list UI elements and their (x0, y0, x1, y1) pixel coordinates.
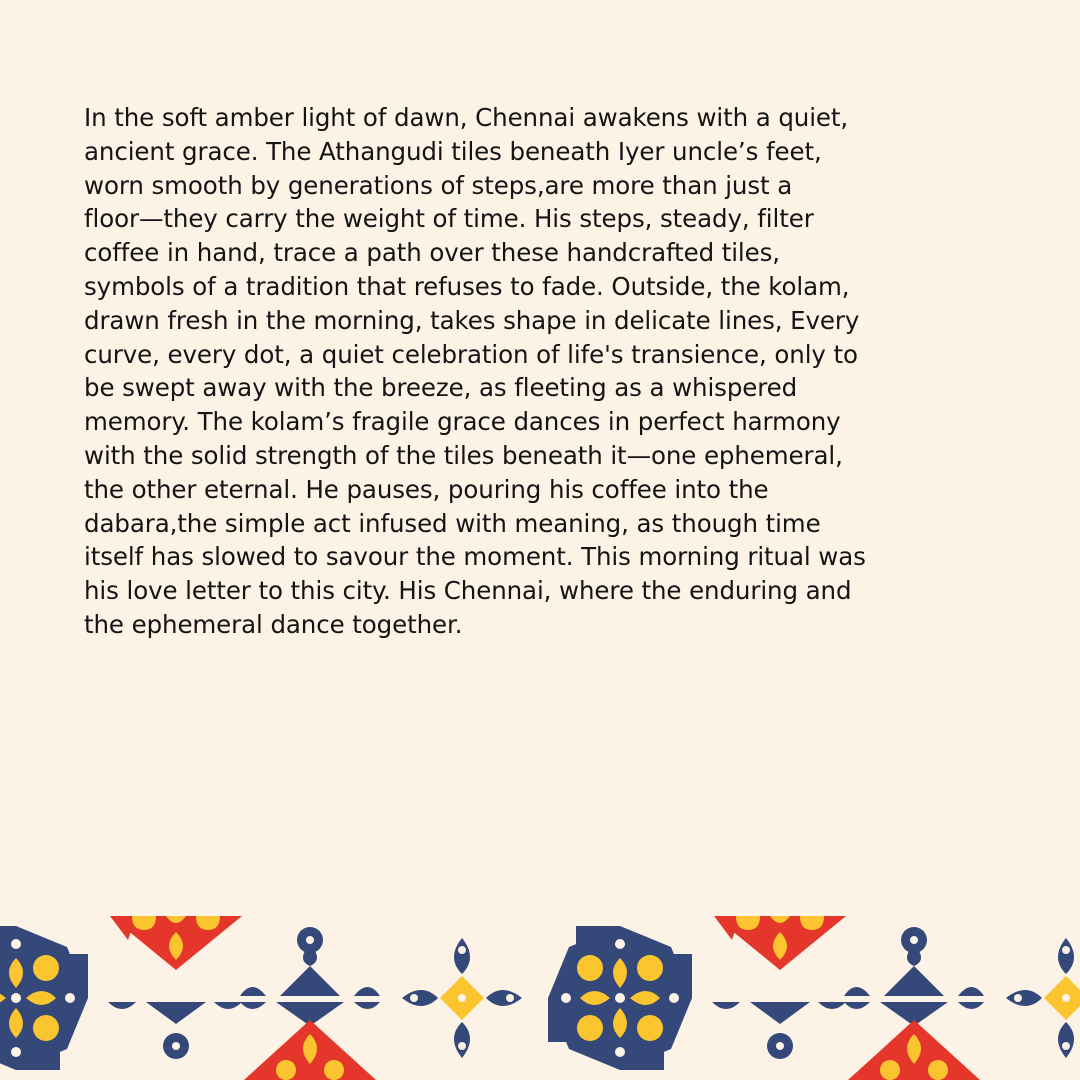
petal-cross-tile (402, 938, 522, 1058)
wave-fragment (108, 1002, 136, 1009)
kolam-star-tile-center (548, 926, 692, 1070)
red-tile-top (110, 916, 242, 970)
story-line: In the soft amber light of dawn, Chennai awakens with a quiet, (84, 103, 849, 132)
red-tile-bottom (848, 1020, 980, 1080)
kolam-star-tile-left (0, 926, 88, 1070)
story-line: floor—they carry the weight of time. His steps, steady, filter (84, 204, 814, 234)
story-line: with the solid strength of the tiles beneath it—one ephemeral, (84, 440, 843, 470)
story-line: the other eternal. He pauses, pouring his coffee into the (84, 474, 769, 504)
story-line: memory. The kolam’s fragile grace dances in perfect harmony (84, 407, 841, 437)
story-line: itself has slowed to savour the moment. This morning ritual was (84, 542, 866, 572)
story-paragraph (84, 101, 984, 642)
red-tile-top (714, 916, 846, 970)
kolam-tile-border (0, 910, 1080, 1080)
red-tile-bottom (244, 1020, 376, 1080)
story-line: curve, every dot, a quiet celebration of life's transience, only to (84, 339, 858, 369)
petal-cross-tile-right (1006, 938, 1080, 1058)
story-line: his love letter to this city. His Chennai, where the enduring and (84, 576, 852, 606)
wave-fragment (214, 1002, 242, 1009)
story-line: ancient grace. The Athangudi tiles beneath Iyer uncle’s feet, (84, 136, 822, 166)
story-line: coffee in hand, trace a path over these handcrafted tiles, (84, 238, 780, 268)
wave-fragment (146, 1002, 206, 1024)
story-line: symbols of a tradition that refuses to fade. Outside, the kolam, (84, 271, 850, 301)
story-line: the ephemeral dance together. (84, 609, 463, 639)
story-line: worn smooth by generations of steps,are more than just a (84, 170, 793, 200)
story-line: dabara,the simple act infused with meaning, as though time (84, 508, 821, 538)
story-line: drawn fresh in the morning, takes shape in delicate lines, Every (84, 305, 860, 335)
story-line: be swept away with the breeze, as fleeting as a whispered (84, 373, 798, 403)
